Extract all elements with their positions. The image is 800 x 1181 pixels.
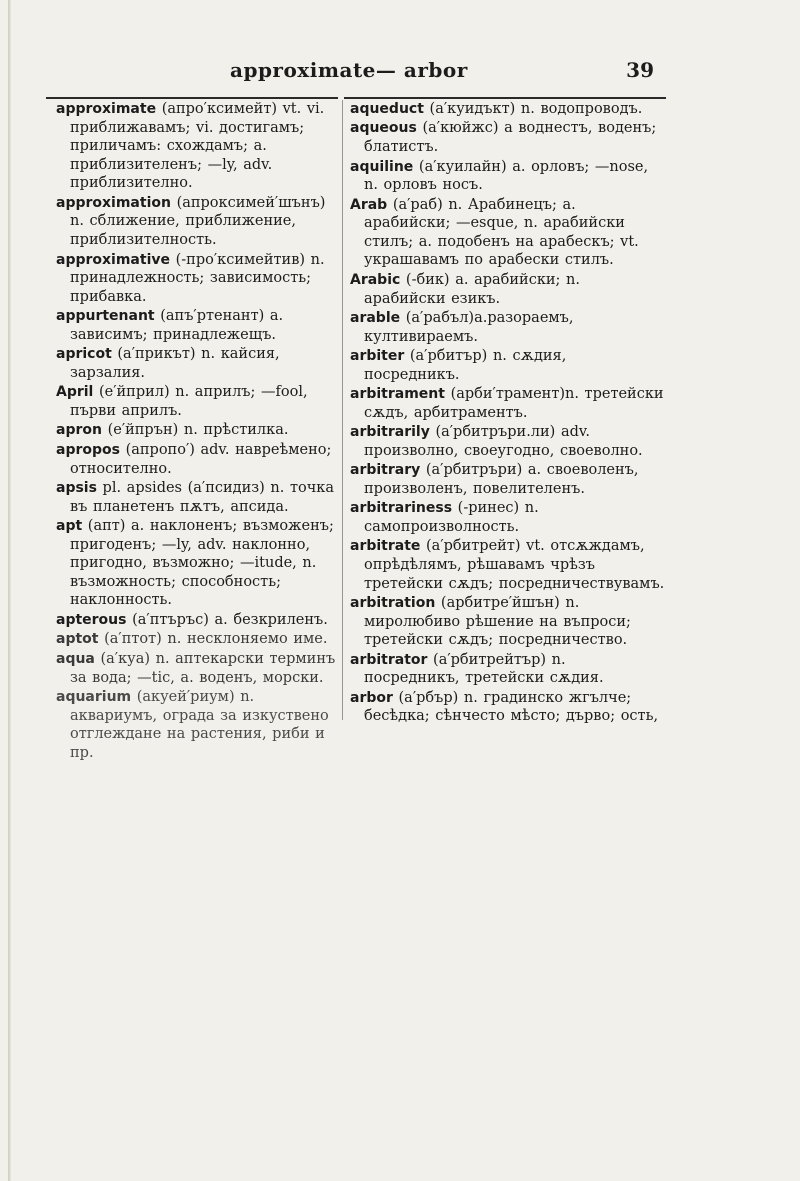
entry-body: (апро′ксимейт) vt. vi. приближавамъ; vi. достигамъ; приличамъ: схождамъ; a. приблизителенъ; —ly, adv. приблизително.	[70, 101, 325, 192]
entry-body: (арби′трамент)n. третейски сѫдъ, арбитраментъ.	[364, 386, 664, 421]
entry-headword: Arabic	[350, 271, 401, 288]
entry-headword: apterous	[56, 611, 127, 628]
header-rule-right	[344, 97, 666, 99]
entry-body: (а′кюйжс) a воднестъ, воденъ; блатистъ.	[364, 120, 657, 156]
dictionary-entry	[56, 650, 338, 687]
entry-headword: appurtenant	[56, 308, 155, 325]
dictionary-entry	[350, 689, 666, 726]
entry-headword: approximation	[56, 194, 171, 211]
dictionary-entry	[56, 611, 338, 630]
left-column	[56, 100, 338, 763]
dictionary-entry	[56, 100, 338, 193]
entry-headword: aqueous	[350, 120, 417, 137]
dictionary-entry	[350, 196, 666, 270]
entry-headword: approximative	[56, 251, 170, 268]
entry-body: (-бик) a. арабийски; n. арабийски езикъ.	[364, 271, 580, 307]
entry-body: (а′птъръс) a. безкриленъ.	[132, 611, 328, 628]
dictionary-entry	[350, 385, 666, 422]
entry-headword: Arab	[350, 196, 388, 213]
entry-body: (а′куа) n. аптекарски терминъ за вода; —tic, a. воденъ, морски.	[70, 650, 336, 686]
running-title: approximate— arbor	[230, 58, 468, 82]
dictionary-entry	[56, 688, 338, 762]
dictionary-entry	[56, 345, 338, 382]
entry-headword: arbitrary	[350, 462, 421, 479]
entry-body: (е′йприл) n. априлъ; —fool, първи априлъ.	[70, 384, 308, 419]
entry-body: (-ринес) n. самопроизволность.	[364, 500, 539, 535]
entry-headword: arbitrariness	[350, 500, 453, 517]
entry-body: (а′рбитръри.ли) adv. произволно, своеугодно, своеволно.	[364, 424, 643, 459]
dictionary-entry	[56, 517, 338, 610]
entry-body: (а′прикът) n. кайсия, зарзалия.	[70, 346, 280, 381]
entry-headword: aquiline	[350, 158, 414, 175]
entry-headword: apropos	[56, 441, 120, 458]
entry-body: (а′раб) n. Арабинецъ; a. арабийски; —esque, n. арабийски стилъ; a. подобенъ на арабескъ; vt. украшавамъ по арабески стилъ.	[364, 196, 639, 269]
entry-headword: aqua	[56, 650, 95, 667]
entry-headword: arbor	[350, 689, 393, 706]
right-column	[350, 100, 666, 727]
entry-body: (а′рбитръри) a. своеволенъ, произволенъ, повелителенъ.	[364, 462, 639, 497]
dictionary-entry	[350, 347, 666, 384]
header-rule-left	[46, 97, 338, 99]
entry-headword: arbitrarily	[350, 424, 430, 441]
entry-body: (а′рбър) n. градинско жгълче; бесѣдка; сѣнчесто мѣсто; дърво; ость,	[364, 689, 659, 725]
dictionary-entry	[56, 307, 338, 344]
column-divider	[342, 100, 343, 720]
entry-body: (арбитре′йшън) n. миролюбиво рѣшение на въпроси; третейски сѫдъ; посредничество.	[364, 595, 631, 649]
dictionary-entry	[350, 461, 666, 498]
dictionary-entry	[350, 594, 666, 650]
entry-body: (а′куилайн) a. орловъ; —nose, n. орловъ носъ.	[364, 158, 649, 194]
entry-headword: arbitrate	[350, 538, 421, 555]
entry-body: (а′рбитър) n. сѫдия, посредникъ.	[364, 348, 567, 383]
entry-body: (а′рбитрейт) vt. отсѫждамъ, опрѣдѣлямъ, рѣшавамъ чрѣзъ третейски сѫдъ; посредничествувамъ.	[364, 538, 665, 592]
entry-headword: April	[56, 384, 94, 401]
entry-headword: arbitrator	[350, 651, 428, 668]
entry-headword: arbiter	[350, 348, 405, 365]
entry-body: (а′рабъл)a.разораемъ, култивираемъ.	[364, 309, 574, 345]
dictionary-entry	[56, 251, 338, 307]
entry-headword: arbitration	[350, 595, 436, 612]
dictionary-entry	[350, 100, 666, 119]
entry-headword: apsis	[56, 480, 97, 496]
entry-headword: apt	[56, 518, 83, 535]
dictionary-entry	[350, 271, 666, 308]
entry-body: (а′рбитрейтър) n. посредникъ, третейски сѫдия.	[364, 651, 604, 687]
dictionary-entry	[56, 383, 338, 420]
entry-body: (апт) a. наклоненъ; възможенъ; пригоденъ; —ly, adv. наклонно, пригодно, възможно; —itude, n. възможность; способность; наклонность.	[70, 518, 334, 609]
page-binding-edge	[8, 0, 11, 1181]
entry-headword: apron	[56, 422, 102, 439]
entry-body: (апропо′) adv. навреѣмено; относително.	[70, 441, 332, 477]
entry-body: (а′куидъкт) n. водопроводъ.	[429, 101, 643, 117]
entry-headword: aquarium	[56, 688, 132, 705]
dictionary-entry	[56, 441, 338, 478]
dictionary-entry	[350, 537, 666, 593]
entry-headword: approximate	[56, 101, 157, 117]
dictionary-entry	[350, 119, 666, 156]
entry-body: (апроксимей′шънъ) n. сближение, приближение, приблизителность.	[70, 194, 326, 249]
dictionary-entry	[350, 651, 666, 688]
dictionary-entry	[350, 423, 666, 460]
entry-headword: aptot	[56, 631, 99, 648]
entry-headword: aqueduct	[350, 101, 424, 117]
dictionary-entry	[56, 479, 338, 516]
entry-headword: apricot	[56, 346, 112, 363]
page-number: 39	[626, 58, 654, 82]
dictionary-entry	[56, 421, 338, 440]
dictionary-entry	[350, 309, 666, 346]
entry-headword: arable	[350, 309, 401, 326]
dictionary-entry	[350, 158, 666, 195]
entry-body: (акуей′риум) n. аквариумъ, ограда за изкуствено отглеждане на растения, риби и пр.	[70, 688, 329, 761]
dictionary-entry	[56, 630, 338, 649]
dictionary-entry	[350, 499, 666, 536]
entry-body: pl. apsides (а′псидиз) n. точка въ планетенъ пѫтъ, апсида.	[70, 480, 335, 515]
entry-body: (апъ′ртенант) a. зависимъ; принадлежещъ.	[70, 308, 284, 343]
entry-headword: arbitrament	[350, 386, 445, 403]
entry-body: (е′йпрън) n. прѣстилка.	[107, 422, 289, 439]
page-header	[0, 58, 800, 92]
entry-body: (-про′ксимейтив) n. принадлежность; зависимость; прибавка.	[70, 251, 325, 305]
dictionary-entry	[56, 194, 338, 250]
entry-body: (а′птот) n. несклоняемо име.	[104, 631, 328, 648]
